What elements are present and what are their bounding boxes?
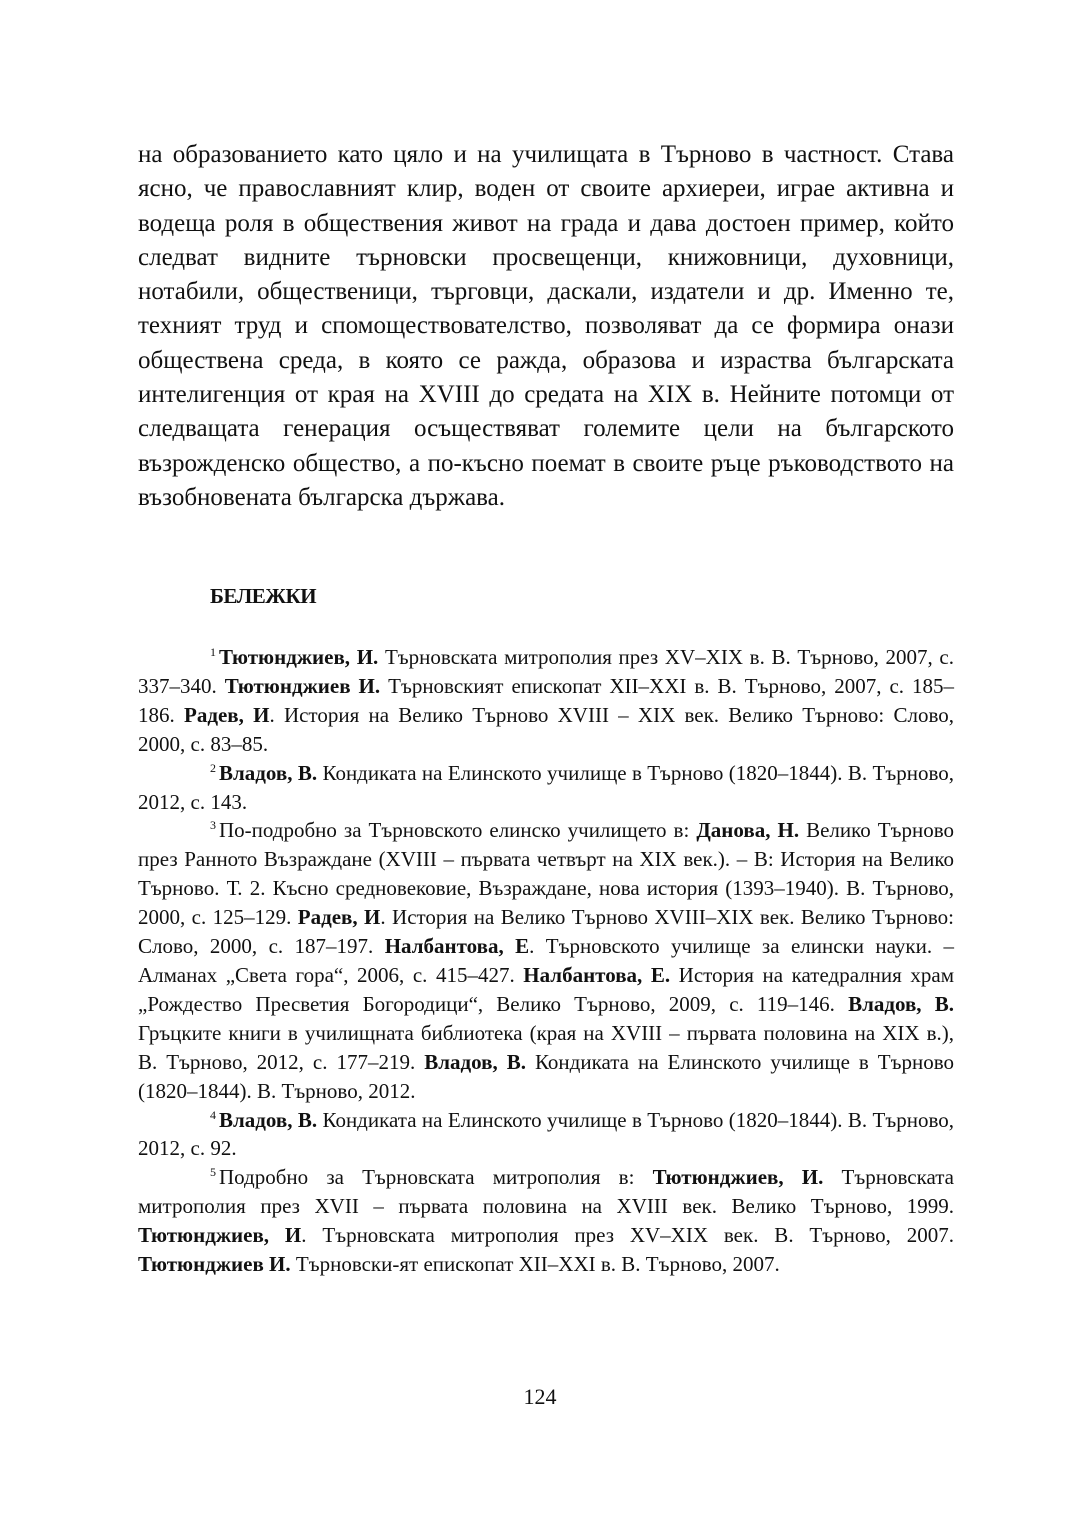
footnote-number: 3: [210, 818, 216, 833]
footnote-author: Налбантова, Е: [384, 934, 530, 959]
body-paragraph: на образованието като цяло и на училищата в Търново в частност. Става ясно, че православният клир, воден от своите архиереи, играе активна и водеща роля в обществения живот на града и дава достоен пример, който следват видните търновски просвещенци, книжовници, духовници, нотабили, общественици, търговци, даскали, издатели и др. Именно те, техният труд и спомоществователство, позволяват да се формира онази обществена среда, в която се ражда, образова и израства българската интелигенция от края на XVIII до средата на XIX в. Нейните потомци от следващата генерация осъществяват големите цели на българското възрожденско общество, а по-късно поемат в своите ръце ръководството на възобновената българска държава.: [138, 141, 954, 511]
footnote: [138, 816, 954, 1105]
footnote-text: Търновският епископат XII–XXI в. В. Търново, 2007, с. 185–186.: [138, 673, 955, 727]
footnote-author: Тютюнджиев И.: [138, 1252, 291, 1277]
footnote-text: . Търновското училище за елински науки. – Алманах „Света гора“, 2006, с. 415–427.: [138, 934, 954, 987]
footnote-text: Търновски-ят епископат XII–XXI в. В. Търново, 2007.: [290, 1252, 780, 1277]
footnote-text: Гръцките книги в училищната библиотека (края на XVIII – първата половина на XIX в.), В. Търново, 2012, с. 177–219.: [138, 1020, 954, 1074]
footnote-number: 4: [210, 1107, 216, 1122]
footnote-text: Търновската митрополия през XVII – първата половина на XVIII век. Велико Търново, 1999.: [138, 1165, 954, 1219]
footnote-text: По-подробно за Търновското елинско училището в:: [219, 818, 697, 843]
footnote-author: Владов, В.: [219, 1107, 318, 1132]
footnote-author: Тютюнджиев И.: [224, 673, 381, 698]
footnote-number: 1: [210, 645, 216, 659]
notes-list: [138, 643, 954, 1279]
footnote-author: Тютюнджиев, И.: [652, 1165, 824, 1190]
notes-heading: БЕЛЕЖКИ: [210, 584, 317, 608]
footnote-text: . История на Велико Търново XVIII–XIX век. Велико Търново: Слово, 2000, с. 187–197.: [138, 905, 954, 959]
footnote-number: 2: [210, 760, 216, 775]
footnote-author: Данова, Н.: [696, 818, 800, 843]
footnote-text: Подробно за Търновската митрополия в:: [219, 1165, 653, 1190]
footnote-text: История на катедралния храм „Рождество Пресветия Богородици“, Велико Търново, 2009, с. 119–146.: [138, 962, 954, 1016]
footnote-text: Търновската митрополия през XV–XIX в. В. Търново, 2007, с. 337–340.: [138, 645, 954, 698]
footnote-author: Радев, И: [297, 905, 381, 930]
footnote-text: . Търновската митрополия през XV–XIX век. В. Търново, 2007.: [301, 1223, 954, 1248]
footnote: [138, 1106, 954, 1164]
footnote: [138, 759, 954, 817]
footnote-author: Владов, В.: [848, 991, 954, 1016]
footnote-text: Кондиката на Елинското училище в Търново (1820–1844). В. Търново, 2012.: [138, 1049, 954, 1103]
footnote: [138, 1163, 954, 1279]
page-number: 124: [523, 1384, 557, 1409]
footnote-author: Владов, В.: [424, 1049, 526, 1074]
footnote-text: Кондиката на Елинското училище в Търново (1820–1844). В. Търново, 2012, с. 143.: [138, 760, 954, 814]
footnote-author: Тютюнджиев, И.: [219, 645, 379, 669]
footnote-author: Тютюнджиев, И: [138, 1223, 302, 1248]
footnote-text: Кондиката на Елинското училище в Търново (1820–1844). В. Търново, 2012, с. 92.: [138, 1107, 954, 1161]
footnote-text: . История на Велико Търново XVIII – XIX век. Велико Търново: Слово, 2000, с. 83–85.: [138, 702, 955, 756]
footnote-author: Владов, В.: [219, 760, 318, 785]
footnote-author: Налбантова, Е.: [523, 962, 671, 987]
footnote-author: Радев, И: [184, 702, 270, 727]
footnote: [138, 643, 954, 759]
footnote-number: 5: [210, 1165, 216, 1180]
footnote-text: Велико Търново през Ранното Възраждане (XVIII – първата четвърт на XIX век.). – В: История на Велико Търново. Т. 2. Късно средновековие, Възраждане, нова история (1393–1940). В. Търново, 2000, с. 125–129.: [138, 818, 954, 930]
